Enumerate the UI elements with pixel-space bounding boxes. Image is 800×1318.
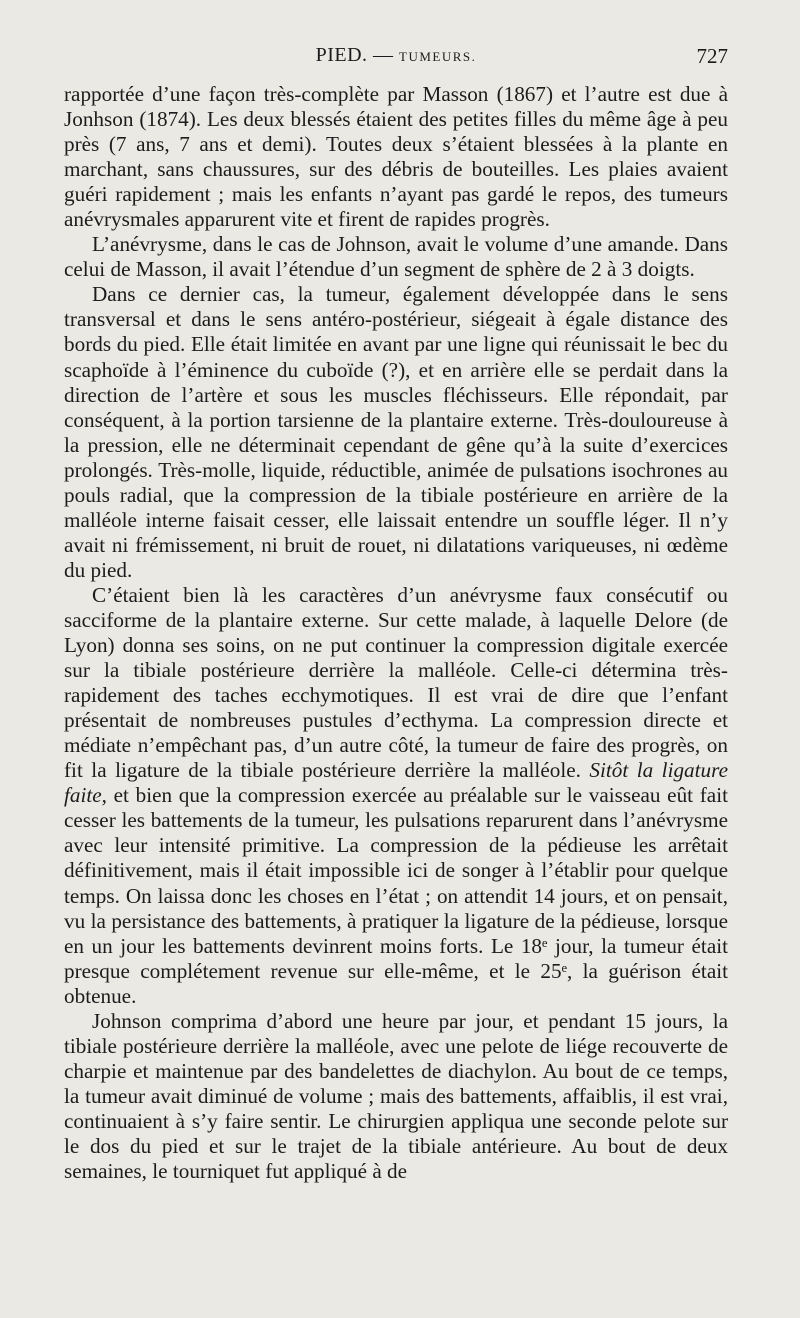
paragraph-4 <box>64 583 728 1009</box>
paragraph-2: L’anévrysme, dans le cas de Johnson, avait le volume d’une amande. Dans celui de Masson, il avait l’étendue d’un segment de sphère de 2 à 3 doigts. <box>64 232 728 282</box>
section-title: PIED. <box>315 44 368 66</box>
paragraph-4-part-1: C’étaient bien là les caractères d’un anévrysme faux consécutif ou sacciforme de la plantaire externe. Sur cette malade, à laquelle Delore (de Lyon) donna ses soins, on ne put continuer la compression digitale exercée sur la tibiale postérieure derrière la malléole. Celle-ci détermina très-rapidement des taches ecchymotiques. Il est vrai de dire que l’enfant présentait de nombreuses pustules d’ecthyma. La compression directe et médiate n’empêchant pas, d’un autre côté, la tumeur de faire des progrès, on fit la ligature de la tibiale postérieure derrière la malléole. <box>64 582 728 783</box>
paragraph-1: rapportée d’une façon très-complète par Masson (1867) et l’autre est due à Jonhson (1874). Les deux blessés étaient des petites filles du même âge à peu près (7 ans, 7 ans et demi). Toutes deux s’étaient blessées à la plante en marchant, sans chaussures, sur des débris de bouteilles. Les plaies avaient guéri rapidement ; mais les enfants n’ayant pas gardé le repos, des tumeurs anévrysmales apparurent vite et firent de rapides progrès. <box>64 82 728 232</box>
title-dash: — <box>367 44 400 66</box>
body-text <box>64 82 728 1184</box>
paragraph-4-italic: Sitôt la ligature faite <box>64 758 728 808</box>
running-title <box>64 44 728 67</box>
running-head <box>64 44 728 74</box>
paragraph-5: Johnson comprima d’abord une heure par jour, et pendant 15 jours, la tibiale postérieure derrière la malléole, avec une pelote de liége recouverte de charpie et maintenue par des bandelettes de diachylon. Au bout de ce temps, la tumeur avait diminué de volume ; mais des battements, affaiblis, il est vrai, continuaient à s’y faire sentir. Le chirurgien appliqua une seconde pelote sur le dos du pied et sur le trajet de la tibiale antérieure. Au bout de deux semaines, le tourniquet fut appliqué à de <box>64 1008 728 1184</box>
page-number: 727 <box>696 44 728 68</box>
paragraph-4-part-2: , et bien que la compression exercée au préalable sur le vaisseau eût fait cesser les battements de la tumeur, les pulsations reparurent dans l’anévrysme avec leur intensité primitive. La compression de la pédieuse les arrêtait définitivement, mais il était impossible ici de songer à l’établir pour quelque temps. On laissa donc les choses en l’état ; on attendit 14 jours, et on pensait, vu la persistance des battements, à pratiquer la ligature de la pédieuse, lorsque en un jour les battements devinrent moins forts. Le 18ᵉ jour, la tumeur était presque complétement revenue sur elle-même, et le 25ᵉ, la guérison était obtenue. <box>64 783 728 1008</box>
section-subtitle: TUMEURS. <box>399 49 477 64</box>
paragraph-3: Dans ce dernier cas, la tumeur, également développée dans le sens transversal et dans le sens antéro-postérieur, siégeait à égale distance des bords du pied. Elle était limitée en avant par une ligne qui réunissait le bec du scaphoïde à l’éminence du cuboïde (?), et en arrière elle se perdait dans la direction de l’artère et sous les muscles fléchisseurs. Elle répondait, par conséquent, à la portion tarsienne de la plantaire externe. Très-douloureuse à la pression, elle ne déterminait cependant de gêne qu’à la suite d’exercices prolongés. Très-molle, liquide, réductible, animée de pulsations isochrones au pouls radial, que la compression de la tibiale postérieure en arrière de la malléole interne faisait cesser, elle laissait entendre un souffle léger. Il n’y avait ni frémissement, ni bruit de rouet, ni dilatations variqueuses, ni œdème du pied. <box>64 282 728 582</box>
